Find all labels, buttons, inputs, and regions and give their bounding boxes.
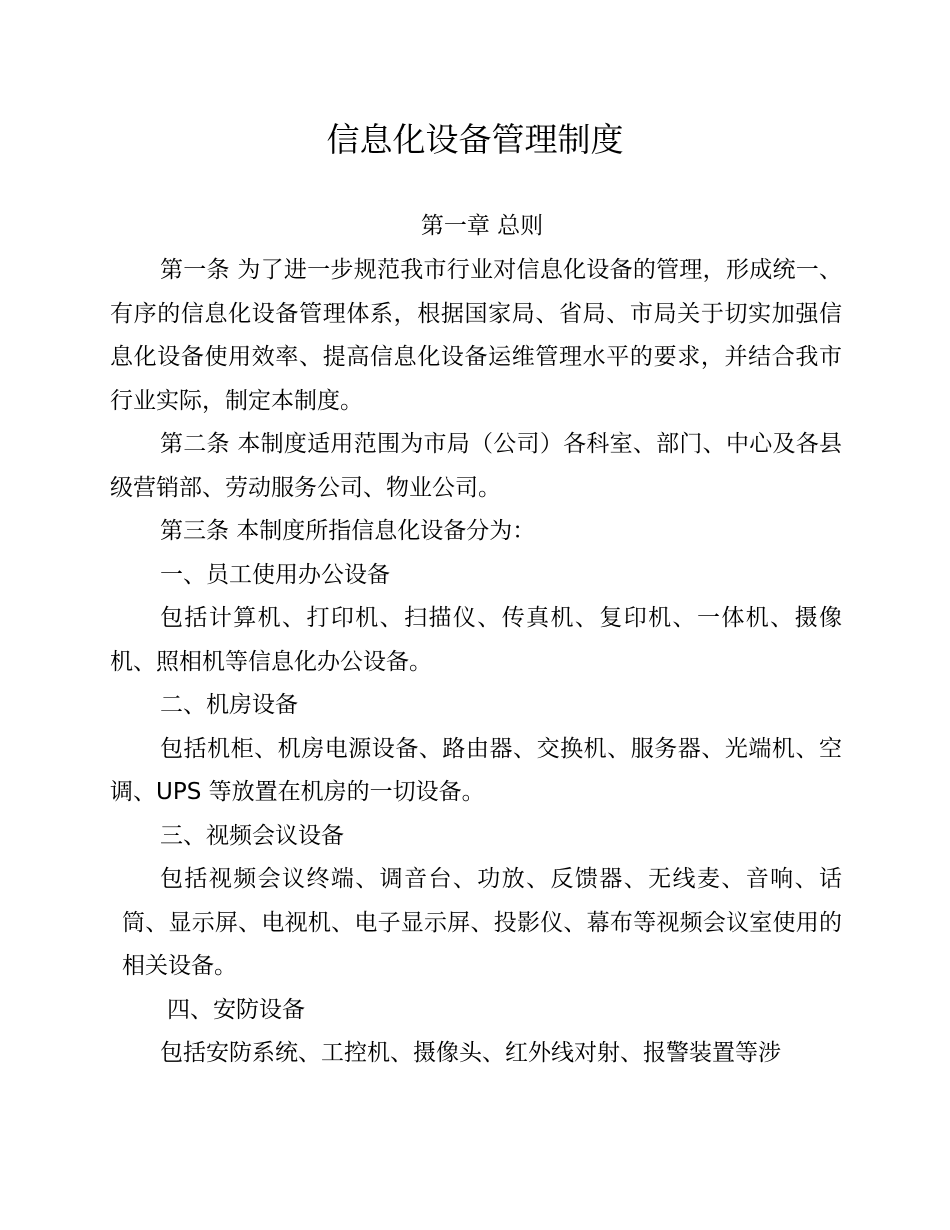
category-1-paragraph: 包括计算机、打印机、扫描仪、传真机、复印机、一体机、摄像机、照相机等信息化办公设备。 (110, 605, 842, 675)
document-body (110, 249, 842, 1076)
category-3-paragraph: 包括视频会议终端、调音台、功放、反馈器、无线麦、音响、话筒、显示屏、电视机、电子显示屏、投影仪、幕布等视频会议室使用的相关设备。 (122, 866, 842, 979)
article-2-paragraph: 第二条 本制度适用范围为市局（公司）各科室、部门、中心及各县级营销部、劳动服务公司、物业公司。 (110, 431, 842, 501)
category-2-paragraph: 包括机柜、机房电源设备、路由器、交换机、服务器、光端机、空调、UPS 等放置在机房的一切设备。 (110, 735, 842, 805)
category-1-heading: 一、员工使用办公设备 (160, 561, 390, 588)
article-3-paragraph: 第三条 本制度所指信息化设备分为： (160, 518, 536, 544)
chapter-heading: 第一章 总则 (420, 213, 544, 239)
category-3-heading: 三、视频会议设备 (160, 822, 344, 849)
category-4-heading: 四、安防设备 (167, 996, 305, 1023)
category-4-paragraph: 包括安防系统、工控机、摄像头、红外线对射、报警装置等涉 (160, 1040, 781, 1066)
article-1-paragraph: 第一条 为了进一步规范我市行业对信息化设备的管理，形成统一、有序的信息化设备管理体系，根据国家局、省局、市局关于切实加强信息化设备使用效率、提高信息化设备运维管理水平的要求，并结合我市行业实际，制定本制度。 (110, 257, 842, 414)
category-2-heading: 二、机房设备 (160, 692, 298, 718)
document-title: 信息化设备管理制度 (326, 120, 624, 159)
